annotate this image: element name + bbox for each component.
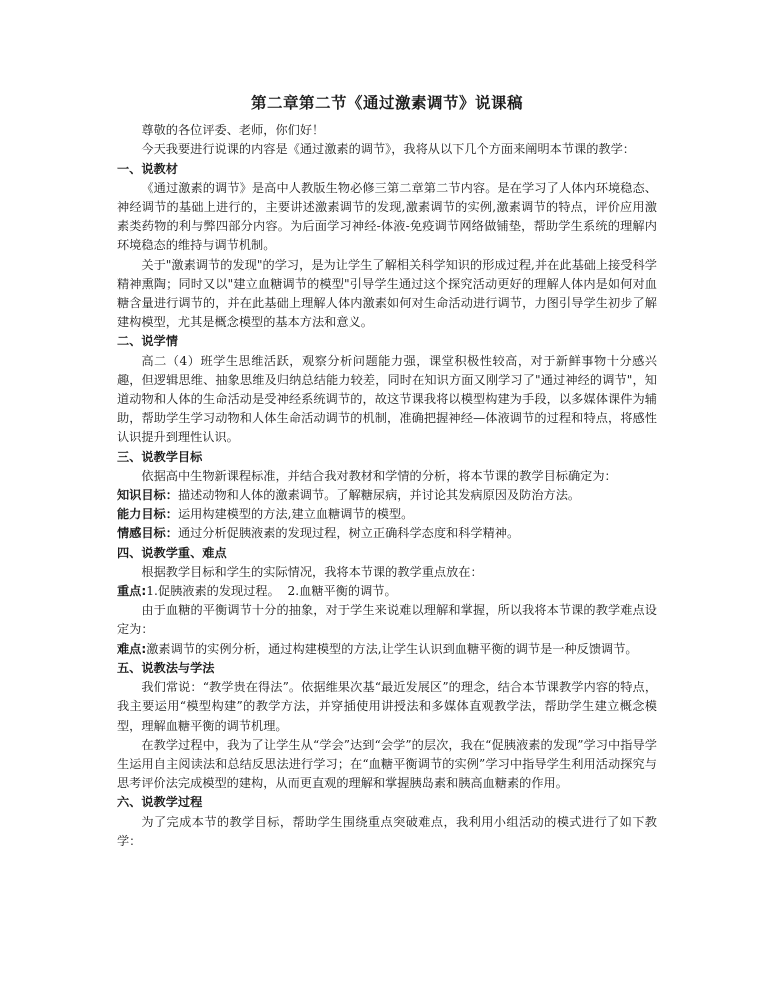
key-points-paragraph-1: 根据教学目标和学生的实际情况，我将本节课的教学重点放在： (141, 564, 483, 579)
section-heading-objectives: 三、说教学目标 (117, 449, 203, 464)
difficulty-text: 激素调节的实例分析，通过构建模型的方法,让学生认识到血糖平衡的调节是一种反馈调节。 (146, 641, 638, 656)
objectives-paragraph: 依据高中生物新课程标准，并结合我对教材和学情的分析，将本节课的教学目标确定为： (141, 468, 617, 483)
emotion-objective-label: 情感目标： (117, 526, 178, 541)
methods-paragraph-1: 我们常说：“教学贵在得法”。依据维果次基“最近发展区”的理念，结合本节课教学内容的特点，我主要运用“模型构建”的教学方法，并穿插使用讲授法和多媒体直观教学法，帮助学生建立概念模型，理解血糖平衡的调节机理。 (117, 680, 657, 733)
ability-objective (117, 505, 657, 524)
key-points-label: 重点: (117, 584, 147, 599)
knowledge-objective-text: 描述动物和人体的激素调节。了解糖尿病，并讨论其发病原因及防治方法。 (177, 488, 581, 503)
students-paragraph: 高二（4）班学生思维活跃，观察分析问题能力强，课堂积极性较高，对于新鲜事物十分感兴趣，但逻辑思维、抽象思维及归纳总结能力较差，同时在知识方面又刚学习了"通过神经的调节"，知道动物和人体的生命活动是受神经系统调节的，故这节课我将以模型构建为手段，以多媒体课件为辅助，帮助学生学习动物和人体生命活动调节的机制，准确把握神经—体液调节的过程和特点，将感性认识提升到理性认识。 (117, 353, 657, 445)
difficulty-label: 难点: (117, 641, 147, 656)
emotion-objective (117, 524, 657, 543)
methods-paragraph-2: 在教学过程中，我为了让学生从“学会”达到“会学”的层次，我在“促胰液素的发现”学习中指导学生运用自主阅读法和总结反思法进行学习；在“血糖平衡调节的实例”学习中指导学生利用活动探究与思考评价法完成模型的建构，从而更直观的理解和掌握胰岛素和胰高血糖素的作用。 (117, 737, 657, 791)
difficulty-line (117, 640, 657, 659)
knowledge-objective-label: 知识目标： (117, 488, 178, 503)
section-heading-key-points: 四、说教学重、难点 (117, 545, 227, 560)
textbook-paragraph-2: 关于"激素调节的发现"的学习，是为让学生了解相关科学知识的形成过程,并在此基础上接受科学精神熏陶；同时又以"建立血糖调节的模型"引导学生通过这个探究活动更好的理解人体内是如何对血糖含量进行调节的，并在此基础上理解人体内激素如何对生命活动进行调节，力图引导学生初步了解建构模型，尤其是概念模型的基本方法和意义。 (117, 257, 657, 330)
greeting: 尊敬的各位评委、老师，你们好！ (141, 123, 325, 138)
textbook-paragraph-1: 《通过激素的调节》是高中人教版生物必修三第二章第二节内容。是在学习了人体内环境稳态、神经调节的基础上进行的，主要讲述激素调节的发现,激素调节的实例,激素调节的特点，评价应用激素类药物的利与弊四部分内容。为后面学习神经-体液-免疫调节网络做铺垫，帮助学生系统的理解内环境稳态的维持与调节机制。 (117, 180, 657, 253)
knowledge-objective (117, 486, 657, 505)
key-points-paragraph-2: 由于血糖的平衡调节十分的抽象，对于学生来说难以理解和掌握，所以我将本节课的教学难点设定为： (117, 603, 657, 637)
intro-paragraph: 今天我要进行说课的内容是《通过激素的调节》，我将从以下几个方面来阐明本节课的教学： (141, 142, 635, 157)
section-heading-students: 二、说学情 (117, 334, 178, 349)
section-heading-methods: 五、说教法与学法 (117, 660, 215, 675)
section-heading-process: 六、说教学过程 (117, 795, 203, 810)
ability-objective-label: 能力目标： (117, 507, 178, 522)
document-page (117, 92, 657, 851)
key-points-text: 1.促胰液素的发现过程。 2.血糖平衡的调节。 (146, 584, 397, 599)
key-points-line (117, 582, 657, 601)
document-title: 第二章第二节《通过激素调节》说课稿 (250, 94, 523, 112)
process-paragraph: 为了完成本节的教学目标，帮助学生围绕重点突破难点，我利用小组活动的模式进行了如下教学： (117, 814, 657, 848)
emotion-objective-text: 通过分析促胰液素的发现过程，树立正确科学态度和科学精神。 (177, 526, 520, 541)
ability-objective-text: 运用构建模型的方法,建立血糖调节的模型。 (177, 507, 414, 522)
section-heading-textbook: 一、说教材 (117, 161, 178, 176)
